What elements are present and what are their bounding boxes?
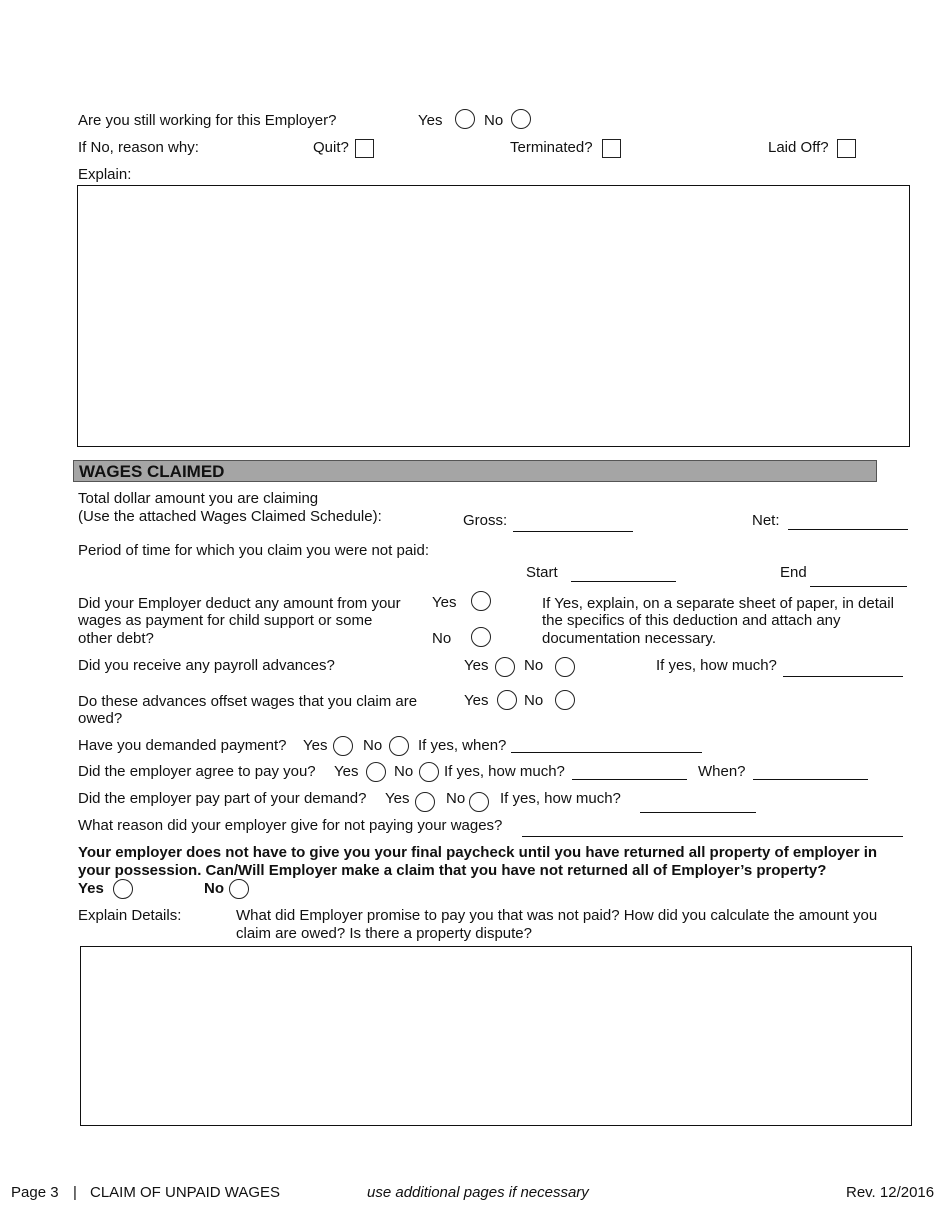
offset-no-label: No [524, 692, 544, 709]
advances-how-much-field[interactable] [783, 676, 903, 677]
explain-label: Explain: [78, 166, 132, 183]
explain-details-textarea[interactable] [80, 946, 912, 1126]
paid-part-how-much-field[interactable] [640, 812, 756, 813]
deduct-question-line3: other debt? [78, 630, 154, 647]
agree-question: Did the employer agree to pay you? [78, 763, 316, 780]
start-label: Start [526, 564, 558, 581]
agree-when-label: When? [698, 763, 746, 780]
property-yes-label: Yes [78, 880, 104, 897]
still-working-question: Are you still working for this Employer? [78, 112, 337, 129]
deduct-note-line2: the specifics of this deduction and attach any [542, 612, 841, 629]
property-no-label: No [204, 880, 224, 897]
paid-part-no-radio[interactable] [469, 792, 489, 812]
net-label: Net: [752, 512, 780, 529]
laid-off-checkbox[interactable] [837, 139, 856, 158]
demanded-when-field[interactable] [511, 752, 702, 753]
explain-details-label: Explain Details: [78, 907, 182, 924]
advances-no-radio[interactable] [555, 657, 575, 677]
still-working-no-radio[interactable] [511, 109, 531, 129]
end-label: End [780, 564, 807, 581]
end-field[interactable] [810, 586, 907, 587]
quit-checkbox[interactable] [355, 139, 374, 158]
deduct-note-line1: If Yes, explain, on a separate sheet of paper, in detail [542, 595, 894, 612]
wages-claimed-header [73, 460, 877, 482]
property-statement-line1: Your employer does not have to give you your final paycheck until you have returned all property of employer in [78, 844, 878, 861]
reason-not-paid-field[interactable] [522, 836, 903, 837]
deduct-question-line2: wages as payment for child support or some [78, 612, 373, 629]
reason-why-label: If No, reason why: [78, 139, 199, 156]
advances-no-label: No [524, 657, 544, 674]
agree-how-much-field[interactable] [572, 779, 687, 780]
advances-question: Did you receive any payroll advances? [78, 657, 335, 674]
footer-separator: | [73, 1184, 77, 1201]
agree-yes-label: Yes [334, 763, 359, 780]
gross-field[interactable] [513, 531, 633, 532]
total-amount-label: Total dollar amount you are claiming [78, 490, 319, 507]
agree-no-radio[interactable] [419, 762, 439, 782]
period-label: Period of time for which you claim you were not paid: [78, 542, 429, 559]
deduct-note-line3: documentation necessary. [542, 630, 716, 647]
demanded-yes-label: Yes [303, 737, 328, 754]
demanded-question: Have you demanded payment? [78, 737, 287, 754]
deduct-yes-radio[interactable] [471, 591, 491, 611]
section-title: WAGES CLAIMED [79, 462, 225, 481]
still-working-no-label: No [484, 112, 504, 129]
footer-revision: Rev. 12/2016 [846, 1184, 935, 1201]
terminated-checkbox[interactable] [602, 139, 621, 158]
agree-yes-radio[interactable] [366, 762, 386, 782]
explain-textarea[interactable] [77, 185, 910, 447]
property-statement-line2: your possession. Can/Will Employer make a claim that you have not returned all of Employer’s property? [78, 862, 827, 879]
demanded-when-label: If yes, when? [418, 737, 507, 754]
advances-yes-radio[interactable] [495, 657, 515, 677]
paid-part-question: Did the employer pay part of your demand? [78, 790, 367, 807]
gross-label: Gross: [463, 512, 508, 529]
offset-yes-label: Yes [464, 692, 489, 709]
offset-yes-radio[interactable] [497, 690, 517, 710]
still-working-yes-radio[interactable] [455, 109, 475, 129]
quit-label: Quit? [313, 139, 349, 156]
paid-part-yes-radio[interactable] [415, 792, 435, 812]
deduct-no-label: No [432, 630, 452, 647]
net-field[interactable] [788, 529, 908, 530]
agree-when-field[interactable] [753, 779, 868, 780]
explain-details-line2: claim are owed? Is there a property dispute? [236, 925, 532, 942]
start-field[interactable] [571, 581, 676, 582]
demanded-no-radio[interactable] [389, 736, 409, 756]
offset-no-radio[interactable] [555, 690, 575, 710]
terminated-label: Terminated? [510, 139, 593, 156]
advances-yes-label: Yes [464, 657, 489, 674]
footer-page-number: Page 3 [11, 1184, 59, 1201]
total-amount-sublabel: (Use the attached Wages Claimed Schedule): [78, 508, 382, 525]
reason-not-paid-question: What reason did your employer give for not paying your wages? [78, 817, 503, 834]
property-no-radio[interactable] [229, 879, 249, 899]
deduct-yes-label: Yes [432, 594, 457, 611]
property-yes-radio[interactable] [113, 879, 133, 899]
agree-how-much-label: If yes, how much? [444, 763, 565, 780]
laid-off-label: Laid Off? [768, 139, 829, 156]
advances-how-much-label: If yes, how much? [656, 657, 777, 674]
agree-no-label: No [394, 763, 414, 780]
paid-part-yes-label: Yes [385, 790, 410, 807]
paid-part-how-much-label: If yes, how much? [500, 790, 621, 807]
deduct-no-radio[interactable] [471, 627, 491, 647]
still-working-yes-label: Yes [418, 112, 443, 129]
footer-note: use additional pages if necessary [367, 1184, 589, 1201]
offset-question-line2: owed? [78, 710, 123, 727]
paid-part-no-label: No [446, 790, 466, 807]
demanded-yes-radio[interactable] [333, 736, 353, 756]
explain-details-line1: What did Employer promise to pay you that was not paid? How did you calculate the amount you [236, 907, 878, 924]
demanded-no-label: No [363, 737, 383, 754]
footer-form-title: CLAIM OF UNPAID WAGES [90, 1184, 281, 1201]
offset-question-line1: Do these advances offset wages that you claim are [78, 693, 418, 710]
deduct-question-line1: Did your Employer deduct any amount from your [78, 595, 401, 612]
